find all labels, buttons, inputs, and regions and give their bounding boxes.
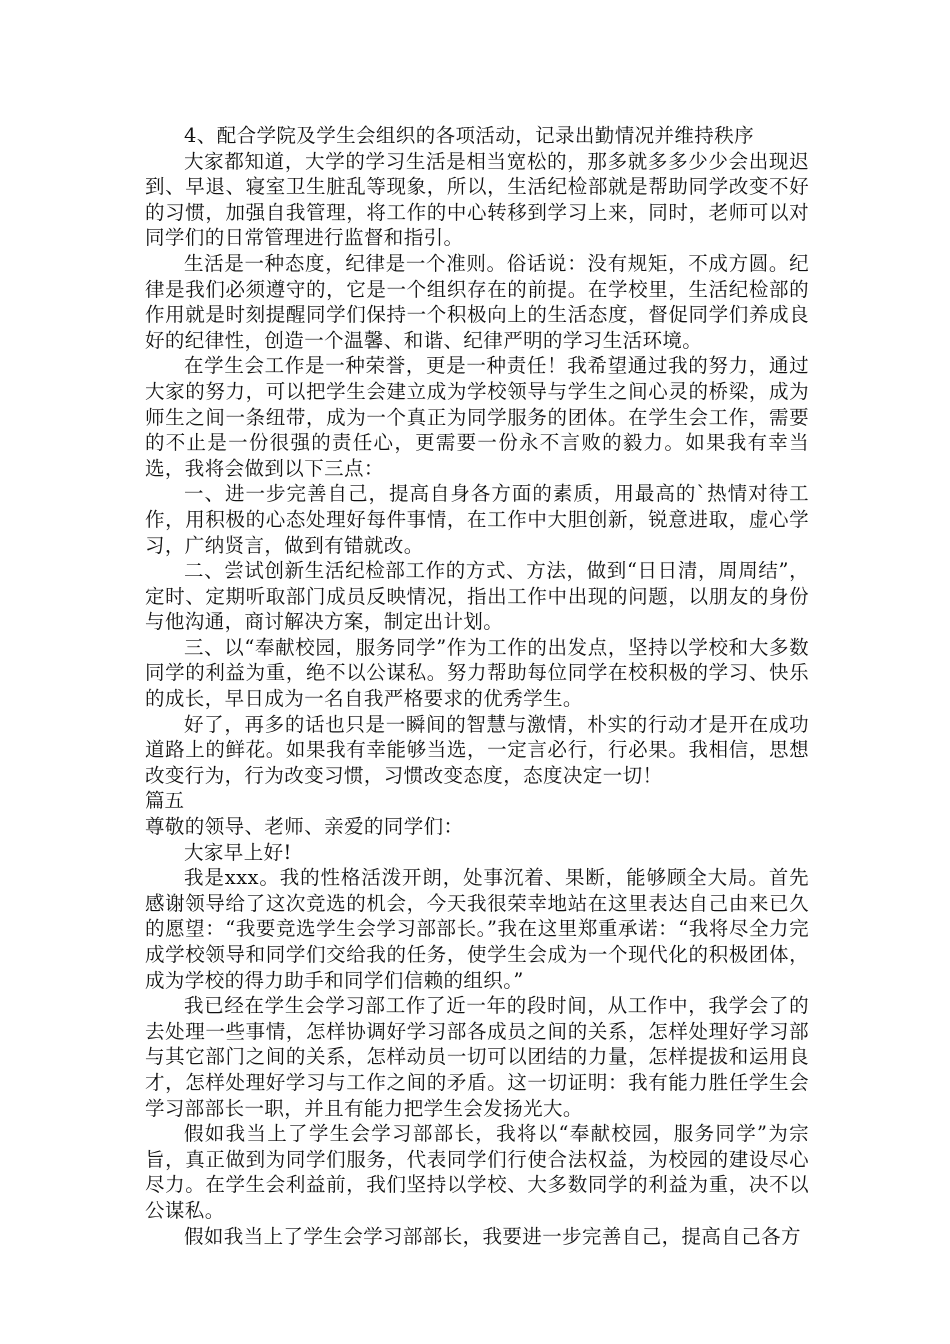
paragraph-8: 好了，再多的话也只是一瞬间的智慧与激情，朴实的行动才是开在成功道路上的鲜花。如果我有幸能够当选，一定言必行，行必果。我相信，思想改变行为，行为改变习惯，习惯改变态度，态度决定一切！ — [145, 712, 809, 787]
paragraph-5: 一、进一步完善自己，提高自身各方面的素质，用最高的`热情对待工作，用积极的心态处理好每件事情，在工作中大胆创新，锐意进取，虚心学习，广纳贤言，做到有错就改。 — [145, 482, 809, 557]
paragraph-2: 大家都知道，大学的学习生活是相当宽松的，那多就多多少少会出现迟到、早退、寝室卫生脏乱等现象，所以，生活纪检部就是帮助同学改变不好的习惯，加强自我管理，将工作的中心转移到学习上来，同时，老师可以对同学们的日常管理进行监督和指引。 — [145, 149, 809, 250]
paragraph-13: 假如我当上了学生会学习部部长，我要进一步完善自己，提高自己各方 — [184, 1224, 801, 1248]
paragraph-7: 三、以“奉献校园，服务同学”作为工作的出发点，坚持以学校和大多数同学的利益为重，绝不以公谋私。努力帮助每位同学在校积极的学习、快乐的成长，早日成为一名自我严格要求的优秀学生。 — [145, 635, 809, 711]
paragraph-11: 我已经在学生会学习部工作了近一年的段时间，从工作中，我学会了的去处理一些事情，怎样协调好学习部各成员之间的关系，怎样处理好学习部与其它部门之间的关系，怎样动员一切可以团结的力量，怎样提拔和运用良才，怎样处理好学习与工作之间的矛盾。这一切证明：我有能力胜任学生会学习部部长一职，并且有能力把学生会发扬光大。 — [145, 994, 809, 1120]
section-heading: 篇五 — [145, 789, 185, 813]
salutation: 尊敬的领导、老师、亲爱的同学们： — [145, 815, 464, 839]
paragraph-6: 二、尝试创新生活纪检部工作的方式、方法，做到“日日清，周周结”，定时、定期听取部门成员反映情况，指出工作中出现的问题，以朋友的身份与他沟通，商讨解决方案，制定出计划。 — [145, 559, 809, 634]
paragraph-3: 生活是一种态度，纪律是一个准则。俗话说：没有规矩，不成方圆。纪律是我们必须遵守的，它是一个组织存在的前提。在学校里，生活纪检部的作用就是时刻提醒同学们保持一个积极向上的生活态度，督促同学们养成良好的纪律性，创造一个温馨、和谐、纪律严明的学习生活环境。 — [145, 251, 809, 352]
paragraph-4: 在学生会工作是一种荣誉，更是一种责任！我希望通过我的努力，通过大家的努力，可以把学生会建立成为学校领导与学生之间心灵的桥梁，成为师生之间一条纽带，成为一个真正为同学服务的团体。在学生会工作，需要的不止是一份很强的责任心，更需要一份永不言败的毅力。如果我有幸当选，我将会做到以下三点： — [145, 354, 809, 480]
paragraph-12: 假如我当上了学生会学习部部长，我将以“奉献校园，服务同学”为宗旨，真正做到为同学们服务，代表同学们行使合法权益，为校园的建设尽心尽力。在学生会利益前，我们坚持以学校、大多数同学的利益为重，决不以公谋私。 — [145, 1122, 809, 1222]
paragraph-1: 4、配合学院及学生会组织的各项活动，记录出勤情况并维持秩序 — [184, 124, 755, 147]
paragraph-9: 大家早上好! — [184, 840, 292, 864]
paragraph-10: 我是xxx。我的性格活泼开朗，处事沉着、果断，能够顾全大局。首先感谢领导给了这次竞选的机会，今天我很荣幸地站在这里表达自己由来已久的愿望：“我要竞选学生会学习部部长。”我在这里郑重承诺：“我将尽全力完成学校领导和同学们交给我的任务，使学生会成为一个现代化的积极团体，成为学校的得力助手和同学们信赖的组织。” — [145, 866, 809, 992]
document-page — [145, 123, 809, 1249]
